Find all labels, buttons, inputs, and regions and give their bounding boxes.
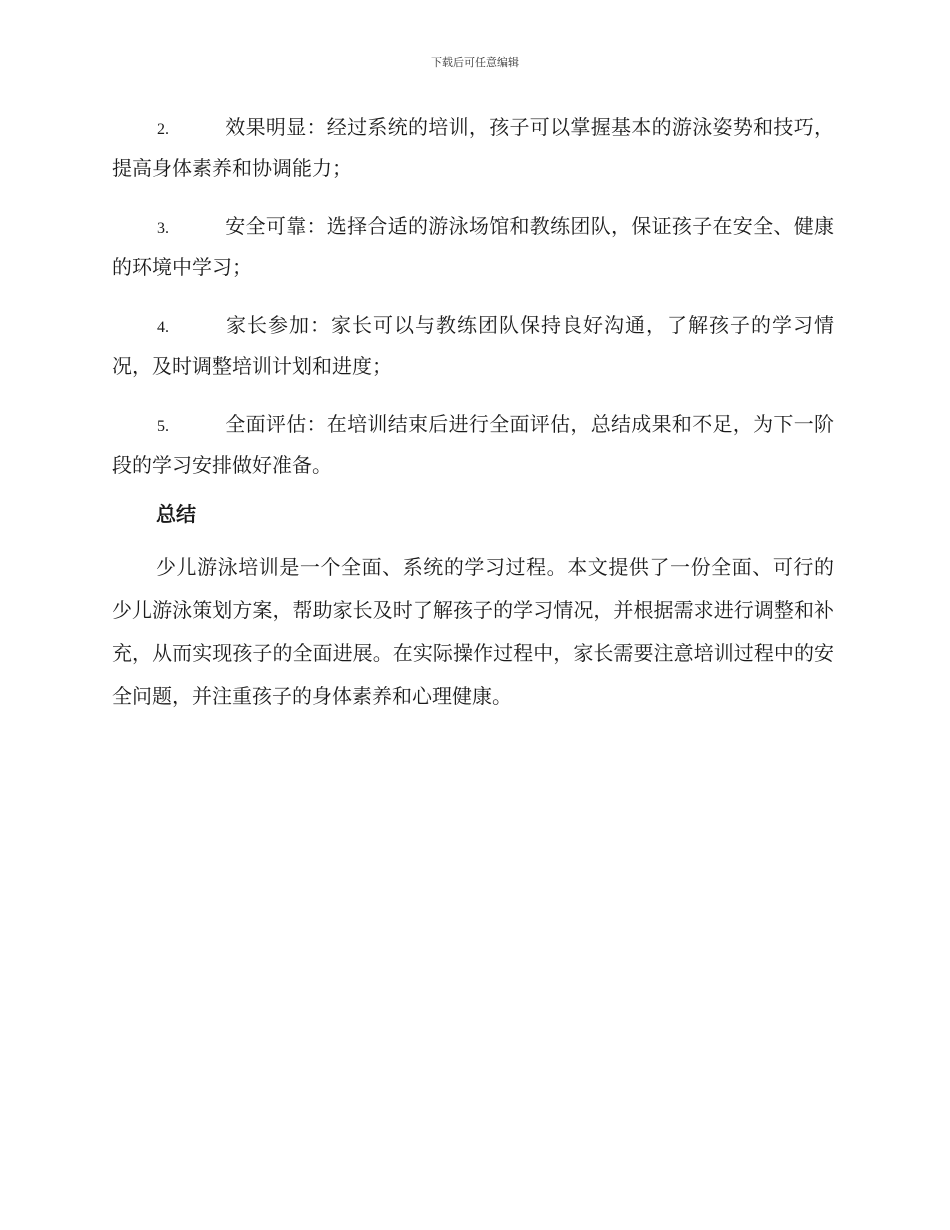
list-item — [112, 306, 834, 386]
section-heading: 总结 — [156, 502, 196, 526]
list-item-text: 安全可靠：选择合适的游泳场馆和教练团队，保证孩子在安全、健康的环境中学习； — [112, 214, 834, 279]
list-item — [112, 108, 834, 188]
list-item-text: 效果明显：经过系统的培训，孩子可以掌握基本的游泳姿势和技巧，提高身体素养和协调能力； — [112, 115, 834, 180]
page-header: 下载后可任意编辑 — [431, 56, 519, 69]
list-item — [112, 207, 834, 287]
list-item-number: 3. — [157, 220, 169, 237]
list-item-text: 全面评估：在培训结束后进行全面评估，总结成果和不足，为下一阶段的学习安排做好准备。 — [112, 412, 834, 477]
list-item-number: 4. — [157, 319, 169, 336]
document-content — [112, 108, 834, 718]
list-item-number: 2. — [157, 121, 169, 138]
list-item-text: 家长参加：家长可以与教练团队保持良好沟通，了解孩子的学习情况，及时调整培训计划和进度； — [112, 313, 834, 378]
list-item-number: 5. — [157, 418, 169, 435]
summary-paragraph: 少儿游泳培训是一个全面、系统的学习过程。本文提供了一份全面、可行的少儿游泳策划方案，帮助家长及时了解孩子的学习情况，并根据需求进行调整和补充，从而实现孩子的全面进展。在实际操作过程中，家长需要注意培训过程中的安全问题，并注重孩子的身体素养和心理健康。 — [112, 555, 834, 708]
list-item — [112, 405, 834, 485]
